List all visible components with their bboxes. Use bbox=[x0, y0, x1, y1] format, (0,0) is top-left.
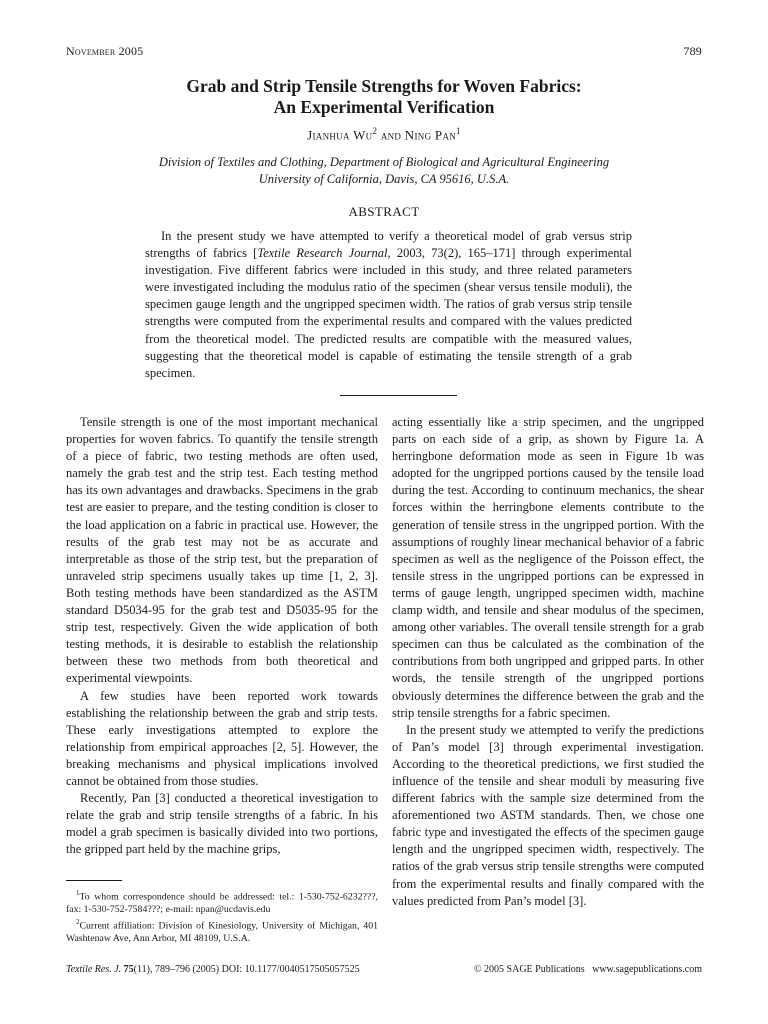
footer-copyright: © 2005 SAGE Publications bbox=[473, 964, 585, 975]
author-list bbox=[66, 126, 702, 143]
publisher-line bbox=[474, 964, 702, 975]
footnote-1 bbox=[66, 887, 378, 916]
page-number: 789 bbox=[683, 44, 702, 58]
article-title bbox=[66, 76, 702, 118]
footer-citation: (11), 789–796 (2005) DOI: 10.1177/0040517505057525 bbox=[133, 964, 360, 975]
footnote-2 bbox=[66, 916, 378, 945]
author-pan: Ning Pan bbox=[404, 127, 457, 143]
abstract-journal-name: Textile Research Journal bbox=[257, 246, 388, 261]
citation-line bbox=[66, 964, 360, 975]
body-paragraph: Tensile strength is one of the most important mechanical properties for woven fabrics. To quantify the tensile strength of a piece of fabric, two testing methods are often used, namely the grab test and the strip test. Each testing method has its own advantages and drawbacks. Specimens in the grab test are easier to prepare, and the testing condition is closer to the load application on a fabric in practical use. However, the results of the grab test may not be as accurate and interpretable as those of the strip test, but the preparation of unraveled strip specimens usually takes up time [1, 2, 3]. Both testing methods have been standardized as the ASTM standard D5034-95 for the grab test and D5035-95 for the strip test, respectively. Given the wide application of both testing methods, it is desirable to establish the relationship between these two methods from both theoretical and experimental viewpoints. bbox=[66, 415, 378, 686]
abstract-text-start: In the present study we have attempted to verify a theoretical model of grab versus strip strengths of fabrics [ bbox=[145, 229, 632, 261]
footer-journal: Textile Res. J. bbox=[66, 964, 122, 975]
body-paragraph: acting essentially like a strip specimen, and the ungripped parts on each side of a grip, as shown by Figure 1a. A herringbone deformation mode as seen in Figure 1b was adopted for the ungripped portions caused by the tensile load during the test. According to continuum mechanics, the shear forces within the herringbone elements contribute to the generation of tensile stress in the ungripped portion. With the assumptions of roughly linear mechanical behavior of a fabric specimen as well as the negligence of the Poisson effect, the tensile stress in the ungripped portions can be expressed in terms of gauge length, ungripped specimen width, machine clamp width, and tensile and shear modulus of the specimen, among other variables. The overall tensile strength for a grab specimen can thus be calculated as the combination of the contributions from both ungripped and gripped parts. In other words, the tensile strength of the ungripped portions obviously determines the difference between the grab and the strip tensile strengths for a fabric specimen. bbox=[392, 415, 704, 720]
abstract-heading: ABSTRACT bbox=[348, 204, 420, 219]
footer-volume: 75 bbox=[123, 964, 134, 975]
abstract-text bbox=[145, 228, 632, 382]
body-column-right bbox=[392, 414, 704, 910]
title-line-1: Grab and Strip Tensile Strengths for Woven Fabrics: bbox=[186, 76, 582, 96]
affiliation-line-2: University of California, Davis, CA 95616, U.S.A. bbox=[258, 172, 510, 186]
affiliation bbox=[66, 154, 702, 188]
issue-date: November 2005 bbox=[66, 44, 144, 58]
footnote-2-text: Current affiliation: Division of Kinesiology, University of Michigan, 401 Washtenaw Ave, Ann Arbor, MI 48109, U.S.A. bbox=[66, 920, 378, 945]
footnote-1-mark: 1 bbox=[76, 889, 80, 897]
footnote-divider bbox=[66, 880, 122, 881]
author-conjunction: and bbox=[380, 127, 402, 143]
footnotes bbox=[66, 887, 378, 946]
body-paragraph: Recently, Pan [3] conducted a theoretical investigation to relate the grab and strip tensile strengths of a fabric. In his model a grab specimen is basically divided into two portions, the gripped part held by the machine grips, bbox=[66, 791, 378, 857]
body-paragraph: A few studies have been reported work towards establishing the relationship between the grab and strip tests. These early investigations attempted to explore the relationship from empirical approaches [2, 5]. However, the breaking mechanisms and physical implications involved cannot be obtained from those studies. bbox=[66, 688, 378, 788]
footnote-1-text: To whom correspondence should be addressed: tel.: 1-530-752-6232???, fax: 1-530-752-7584???; e-mail: npan@ucdavis.edu bbox=[66, 891, 378, 915]
author-wu-affiliation-mark: 2 bbox=[372, 126, 378, 136]
title-line-2: An Experimental Verification bbox=[273, 97, 495, 117]
section-divider bbox=[340, 395, 457, 396]
footer-website: www.sagepublications.com bbox=[592, 964, 702, 975]
affiliation-line-1: Division of Textiles and Clothing, Department of Biological and Agricultural Engineering bbox=[158, 155, 610, 169]
footnote-2-mark: 2 bbox=[76, 918, 80, 927]
author-wu: Jianhua Wu bbox=[307, 127, 373, 143]
author-pan-affiliation-mark: 1 bbox=[456, 126, 461, 136]
abstract-text-end: , 2003, 73(2), 165–171] through experimental investigation. Five different fabrics were included in this study, and three related parameters were investigated including the modulus ratio of the specimen (shear versus tensile moduli), the specimen gauge length and the ungripped specimen width. The ratios of grab versus strip tensile strengths were computed from the experimental results and compared with the values predicted from the theoretical model. The predicted results are compatible with the measured values, suggesting that the theoretical model is capable of estimating the tensile strength of a grab specimen. bbox=[145, 246, 632, 380]
body-paragraph: In the present study we attempted to verify the predictions of Pan’s model [3] through experimental investigation. According to the theoretical predictions, we first studied the influence of the tensile and shear moduli by measuring five different fabrics with the sample size determined from the aforementioned two ASTM standards. Then, we chose one fabric type and investigated the effects of the specimen gauge length and the ungripped specimen width, respectively. The ratios of the grab versus strip tensile strengths were computed from the experimental results and finally compared with the values predicted from Pan’s model [3]. bbox=[392, 722, 704, 908]
body-column-left bbox=[66, 414, 378, 858]
